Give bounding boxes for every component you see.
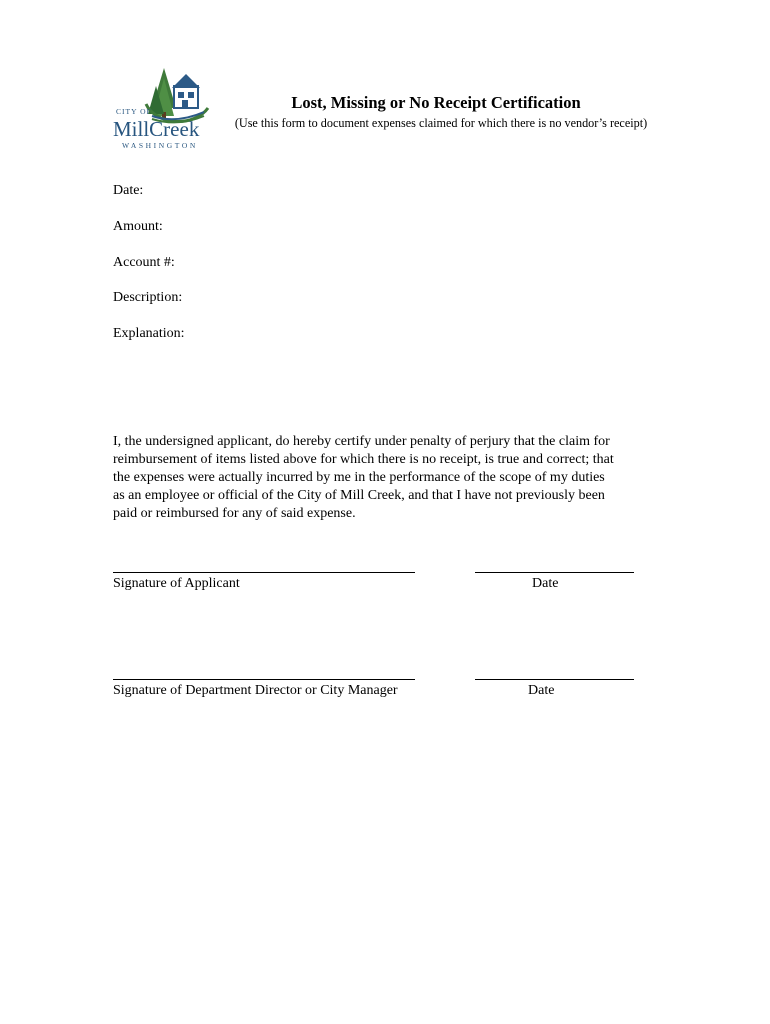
mill-creek-logo-graphic <box>112 64 214 150</box>
certification-line: reimbursement of items listed above for which there is no receipt, is true and correct; that <box>113 452 614 467</box>
form-subtitle: (Use this form to document expenses claimed for which there is no vendor’s receipt) <box>234 116 648 130</box>
amount-field-label: Amount: <box>113 219 163 234</box>
form-title: Lost, Missing or No Receipt Certification <box>291 93 581 112</box>
applicant-date-label: Date <box>532 576 559 591</box>
certification-line: paid or reimbursed for any of said expense. <box>113 506 356 521</box>
director-date-label: Date <box>528 683 555 698</box>
director-date-line[interactable] <box>475 679 634 680</box>
description-field-label: Description: <box>113 290 183 305</box>
applicant-signature-line[interactable] <box>113 572 415 573</box>
applicant-date-line[interactable] <box>475 572 634 573</box>
explanation-field-label: Explanation: <box>113 326 185 341</box>
logo-name-text: MillCreek <box>113 117 200 141</box>
certification-line: as an employee or official of the City of Mill Creek, and that I have not previously been <box>113 488 605 503</box>
logo-state-text: WASHINGTON <box>122 141 198 150</box>
certification-line: the expenses were actually incurred by me in the performance of the scope of my duties <box>113 470 605 485</box>
city-logo <box>112 64 214 150</box>
date-field-label: Date: <box>113 183 144 198</box>
applicant-signature-label: Signature of Applicant <box>113 576 240 591</box>
logo-city-of-text: CITY OF <box>116 107 152 116</box>
director-signature-line[interactable] <box>113 679 415 680</box>
certification-paragraph <box>113 433 673 523</box>
account-field-label: Account #: <box>113 255 175 270</box>
certification-line: I, the undersigned applicant, do hereby certify under penalty of perjury that the claim for <box>113 434 610 449</box>
director-signature-label: Signature of Department Director or City Manager <box>113 683 398 698</box>
